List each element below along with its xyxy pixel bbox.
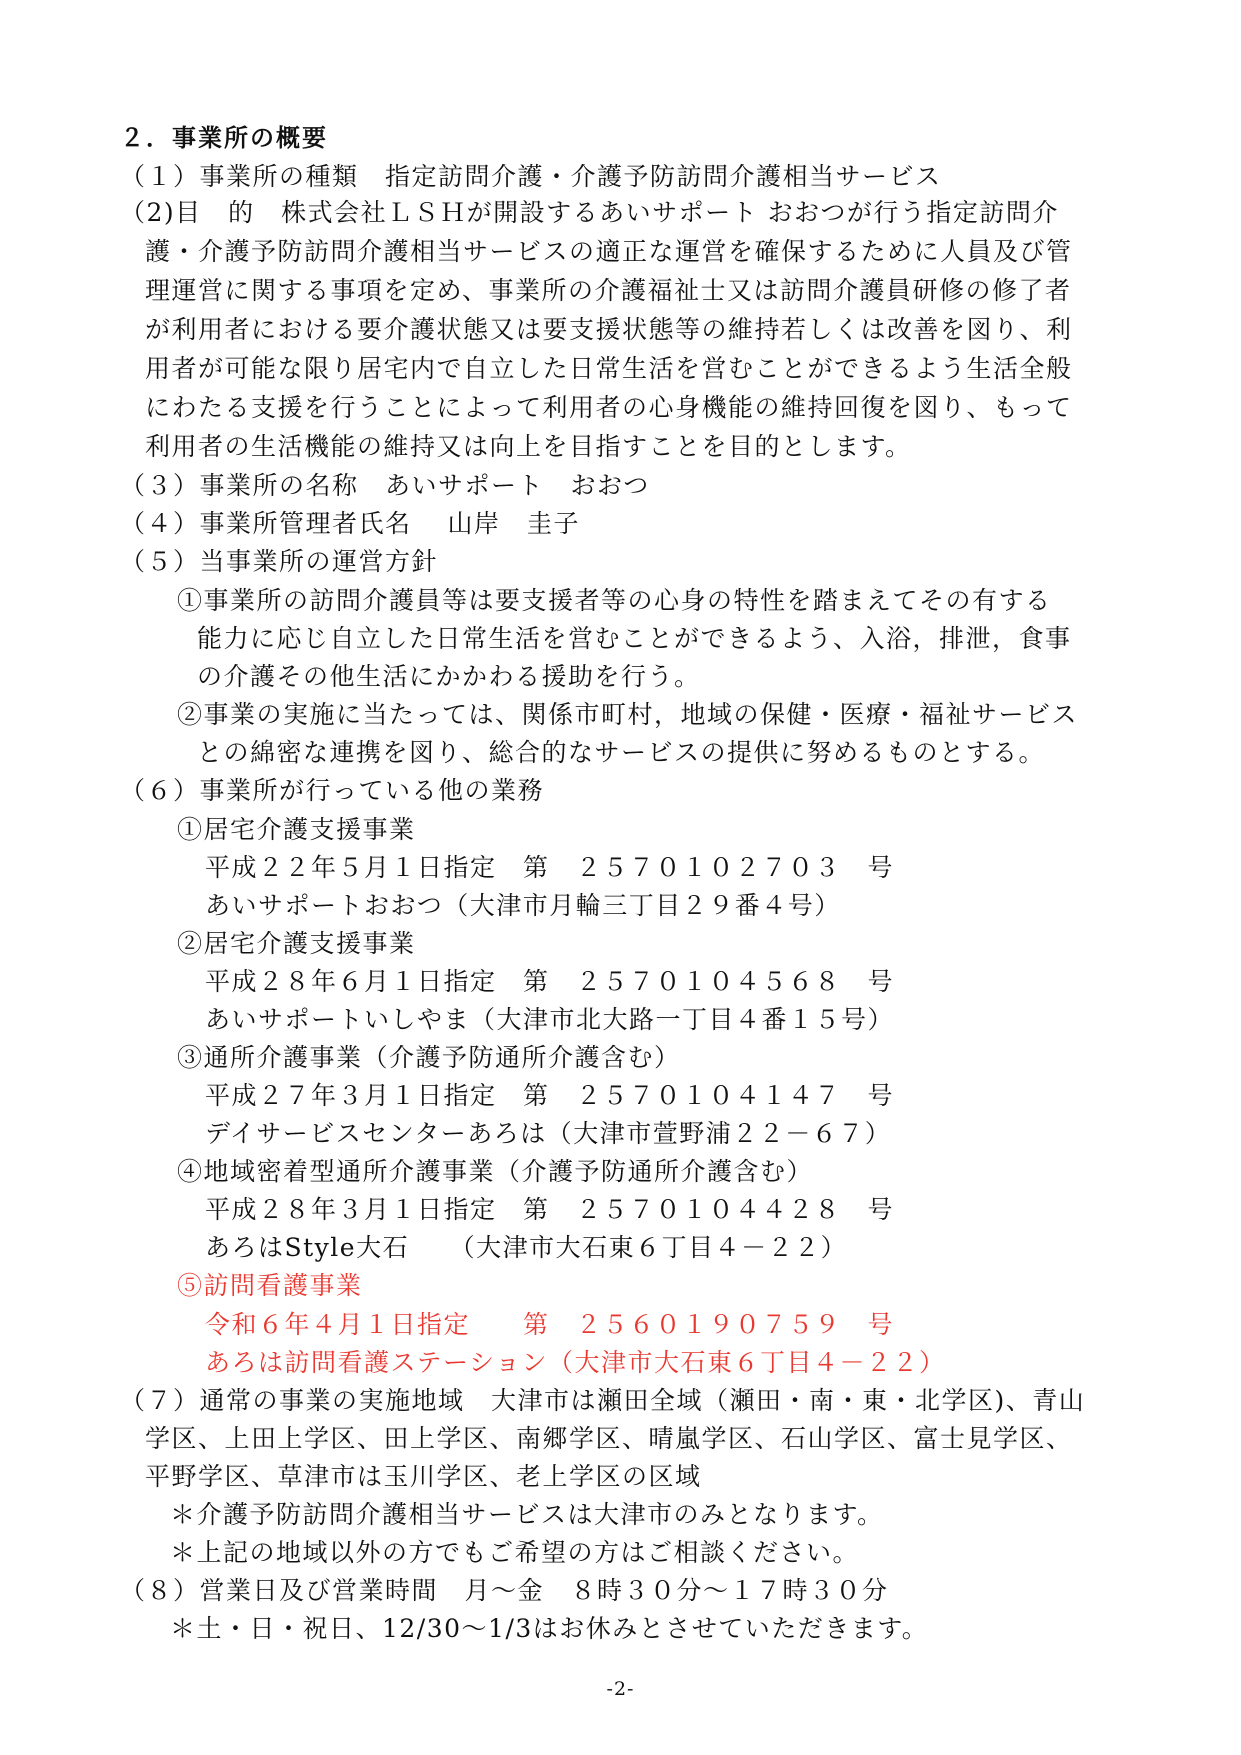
business-designation: 平成２８年６月１日指定 第 ２５７０１０４５６８ 号: [205, 967, 895, 996]
business-location: あろは訪問看護ステーション（大津市大石東６丁目４－２２）: [205, 1348, 946, 1377]
item-7-note: ＊上記の地域以外の方でもご希望の方はご相談ください。: [170, 1538, 860, 1567]
item-2-line: （2)目 的 株式会社ＬＳＨが開設するあいサポート おおつが行う指定訪問介: [120, 198, 1059, 227]
item-6-title: （６）事業所が行っている他の業務: [120, 776, 545, 805]
business-location: あいサポートいしやま（大津市北大路一丁目４番１５号）: [205, 1005, 895, 1034]
item-8-line: （８）営業日及び営業時間 月～金 ８時３０分～１７時３０分: [120, 1576, 889, 1605]
item-7-line: 学区、上田上学区、田上学区、南郷学区、晴嵐学区、石山学区、富士見学区、: [145, 1424, 1073, 1453]
business-location: デイサービスセンターあろは（大津市萱野浦２２－６７）: [205, 1119, 892, 1148]
item-2-line: が利用者における要介護状態又は要支援状態等の維持若しくは改善を図り、利: [145, 315, 1073, 344]
business-designation: 平成２８年３月１日指定 第 ２５７０１０４４２８ 号: [205, 1195, 895, 1224]
page-number: -2-: [606, 1678, 635, 1700]
item-5-line: ①事業所の訪問介護員等は要支援者等の心身の特性を踏まえてその有する: [177, 586, 1052, 615]
item-5-title: （５）当事業所の運営方針: [120, 547, 439, 576]
business-designation: 令和６年４月１日指定 第 ２５６０１９０７５９ 号: [205, 1310, 895, 1339]
business-name: ③通所介護事業（介護予防通所介護含む）: [177, 1043, 681, 1072]
item-5-line: ②事業の実施に当たっては、関係市町村，地域の保健・医療・福祉サービス: [177, 700, 1079, 729]
section-title: ２．事業所の概要: [120, 124, 328, 152]
item-4-manager-name: （４）事業所管理者氏名 山岸 圭子: [120, 509, 580, 538]
item-2-line: 用者が可能な限り居宅内で自立した日常生活を営むことができるよう生活全般: [145, 354, 1073, 383]
item-2-line: にわたる支援を行うことによって利用者の心身機能の維持回復を図り、もって: [145, 393, 1073, 422]
item-7-note: ＊介護予防訪問介護相当サービスは大津市のみとなります。: [170, 1500, 884, 1529]
business-designation: 平成２７年３月１日指定 第 ２５７０１０４１４７ 号: [205, 1081, 895, 1110]
item-5-line: との綿密な連携を図り、総合的なサービスの提供に努めるものとする。: [197, 738, 1046, 767]
business-name: ⑤訪問看護事業: [177, 1271, 363, 1300]
item-5-line: 能力に応じ自立した日常生活を営むことができるよう、入浴，排泄，食事: [197, 624, 1072, 653]
item-3-facility-name: （３）事業所の名称 あいサポート おおつ: [120, 471, 650, 500]
item-1-facility-type: （１）事業所の種類 指定訪問介護・介護予防訪問介護相当サービス: [120, 162, 942, 191]
item-8-note: ＊土・日・祝日、12/30～1/3はお休みとさせていただきます。: [170, 1614, 929, 1643]
item-5-line: の介護その他生活にかかわる援助を行う。: [197, 662, 701, 691]
business-name: ①居宅介護支援事業: [177, 815, 416, 844]
business-designation: 平成２２年５月１日指定 第 ２５７０１０２７０３ 号: [205, 853, 895, 882]
business-location: あいサポートおおつ（大津市月輪三丁目２９番４号）: [205, 891, 841, 920]
item-2-line: 護・介護予防訪問介護相当サービスの適正な運営を確保するために人員及び管: [145, 237, 1073, 266]
item-2-line: 利用者の生活機能の維持又は向上を目指すことを目的とします。: [145, 432, 912, 461]
item-7-line: 平野学区、草津市は玉川学区、老上学区の区域: [145, 1462, 702, 1491]
business-name: ②居宅介護支援事業: [177, 929, 416, 958]
business-location: あろはStyle大石 （大津市大石東６丁目４－２２）: [205, 1233, 848, 1262]
item-7-line: （７）通常の事業の実施地域 大津市は瀬田全域（瀬田・南・東・北学区)、青山: [120, 1386, 1086, 1415]
business-name: ④地域密着型通所介護事業（介護予防通所介護含む）: [177, 1157, 814, 1186]
item-2-line: 理運営に関する事項を定め、事業所の介護福祉士又は訪問介護員研修の修了者: [145, 276, 1072, 305]
